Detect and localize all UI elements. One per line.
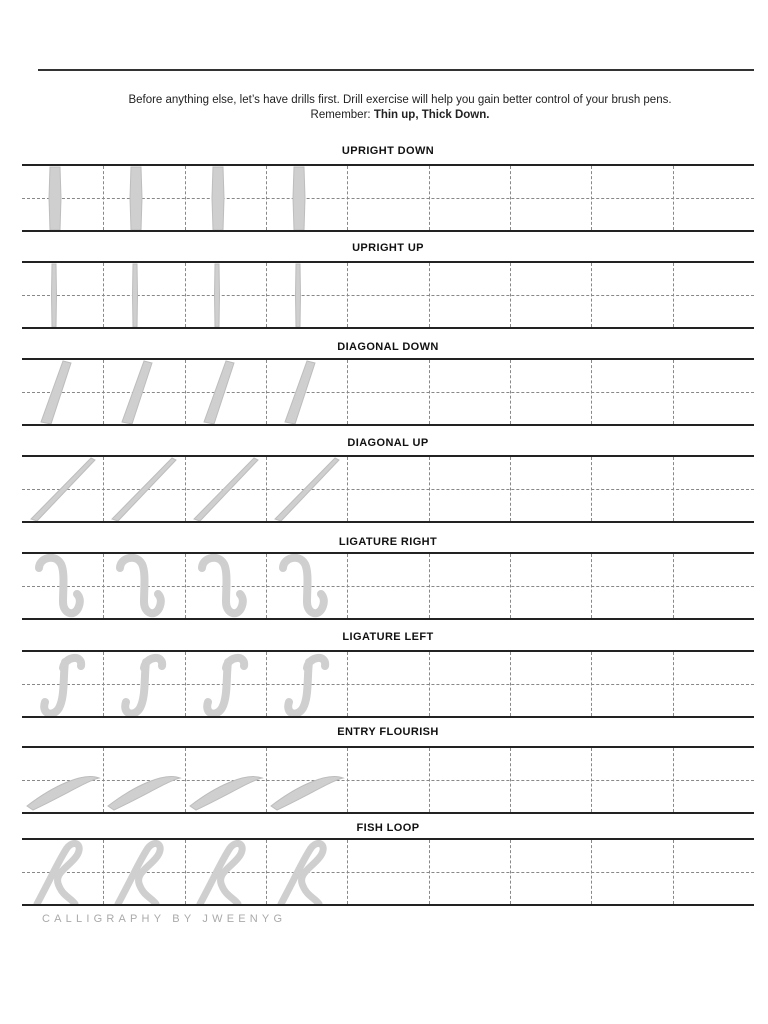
example-stroke-ligature-left xyxy=(23,652,101,716)
grid-column-divider xyxy=(673,748,674,812)
example-stroke-entry-flourish xyxy=(23,748,101,812)
grid-column-divider xyxy=(591,457,592,521)
grid-column-divider xyxy=(591,554,592,618)
example-stroke-upright-up xyxy=(104,263,182,327)
grid-column-divider xyxy=(591,748,592,812)
grid-column-divider xyxy=(673,652,674,716)
grid-line-bottom xyxy=(22,716,754,718)
grid-column-divider xyxy=(591,166,592,230)
grid-line-bottom xyxy=(22,424,754,426)
grid-column-divider xyxy=(429,652,430,716)
grid-column-divider xyxy=(347,263,348,327)
grid-column-divider xyxy=(347,840,348,904)
example-stroke-entry-flourish xyxy=(186,748,264,812)
intro-line-2 xyxy=(20,108,768,123)
example-stroke-diagonal-down xyxy=(267,360,345,424)
practice-grid-upright-down xyxy=(22,164,754,232)
grid-column-divider xyxy=(673,554,674,618)
section-title-upright-down: UPRIGHT DOWN xyxy=(341,145,435,157)
footer-credit: CALLIGRAPHY BY JWEENYG xyxy=(42,913,287,925)
practice-grid-diagonal-down xyxy=(22,358,754,426)
example-stroke-upright-down xyxy=(104,166,182,230)
section-title-diagonal-up: DIAGONAL UP xyxy=(347,437,429,449)
section-title-ligature-left: LIGATURE LEFT xyxy=(342,631,434,643)
example-stroke-upright-down xyxy=(267,166,345,230)
grid-column-divider xyxy=(591,652,592,716)
grid-column-divider xyxy=(347,554,348,618)
example-stroke-diagonal-up xyxy=(186,457,264,521)
example-stroke-upright-up xyxy=(267,263,345,327)
grid-line-bottom xyxy=(22,327,754,329)
grid-column-divider xyxy=(347,166,348,230)
example-stroke-entry-flourish xyxy=(267,748,345,812)
practice-grid-ligature-right xyxy=(22,552,754,620)
practice-grid-upright-up xyxy=(22,261,754,329)
intro-text xyxy=(20,93,768,123)
example-stroke-diagonal-down xyxy=(186,360,264,424)
example-stroke-upright-down xyxy=(23,166,101,230)
grid-column-divider xyxy=(591,840,592,904)
example-stroke-fish-loop xyxy=(186,840,264,904)
example-stroke-upright-up xyxy=(186,263,264,327)
grid-column-divider xyxy=(673,166,674,230)
grid-column-divider xyxy=(429,457,430,521)
intro-line-1: Before anything else, let’s have drills first. Drill exercise will help you gain better control of your brush pens. xyxy=(128,94,672,106)
grid-column-divider xyxy=(347,457,348,521)
grid-column-divider xyxy=(591,263,592,327)
grid-column-divider xyxy=(429,748,430,812)
grid-column-divider xyxy=(347,360,348,424)
grid-line-bottom xyxy=(22,230,754,232)
example-stroke-diagonal-down xyxy=(104,360,182,424)
practice-grid-diagonal-up xyxy=(22,455,754,523)
section-title-ligature-right: LIGATURE RIGHT xyxy=(338,536,438,548)
example-stroke-entry-flourish xyxy=(104,748,182,812)
practice-grid-entry-flourish xyxy=(22,746,754,814)
practice-grid-fish-loop xyxy=(22,838,754,906)
section-title-fish-loop: FISH LOOP xyxy=(356,822,420,834)
grid-column-divider xyxy=(429,263,430,327)
grid-column-divider xyxy=(429,554,430,618)
intro-line-2-bold: Thin up, Thick Down. xyxy=(373,109,490,121)
example-stroke-fish-loop xyxy=(104,840,182,904)
example-stroke-ligature-left xyxy=(186,652,264,716)
grid-column-divider xyxy=(673,263,674,327)
example-stroke-ligature-left xyxy=(267,652,345,716)
top-rule xyxy=(38,69,754,71)
practice-grid-ligature-left xyxy=(22,650,754,718)
example-stroke-diagonal-up xyxy=(23,457,101,521)
example-stroke-diagonal-up xyxy=(104,457,182,521)
grid-column-divider xyxy=(347,652,348,716)
example-stroke-diagonal-up xyxy=(267,457,345,521)
example-stroke-ligature-left xyxy=(104,652,182,716)
section-title-upright-up: UPRIGHT UP xyxy=(352,242,424,254)
grid-line-bottom xyxy=(22,521,754,523)
example-stroke-ligature-right xyxy=(23,554,101,618)
grid-column-divider xyxy=(429,360,430,424)
example-stroke-upright-down xyxy=(186,166,264,230)
example-stroke-ligature-right xyxy=(267,554,345,618)
grid-column-divider xyxy=(510,840,511,904)
grid-column-divider xyxy=(429,840,430,904)
grid-column-divider xyxy=(673,457,674,521)
example-stroke-ligature-right xyxy=(104,554,182,618)
grid-column-divider xyxy=(510,263,511,327)
grid-column-divider xyxy=(510,652,511,716)
intro-line-2-prefix: Remember: xyxy=(310,109,374,121)
grid-column-divider xyxy=(510,554,511,618)
example-stroke-fish-loop xyxy=(267,840,345,904)
grid-column-divider xyxy=(347,748,348,812)
grid-column-divider xyxy=(673,360,674,424)
example-stroke-fish-loop xyxy=(23,840,101,904)
grid-column-divider xyxy=(510,360,511,424)
grid-column-divider xyxy=(510,166,511,230)
grid-line-bottom xyxy=(22,904,754,906)
grid-column-divider xyxy=(510,457,511,521)
grid-column-divider xyxy=(591,360,592,424)
example-stroke-upright-up xyxy=(23,263,101,327)
example-stroke-ligature-right xyxy=(186,554,264,618)
grid-line-bottom xyxy=(22,618,754,620)
grid-line-bottom xyxy=(22,812,754,814)
section-title-entry-flourish: ENTRY FLOURISH xyxy=(337,726,439,738)
grid-column-divider xyxy=(510,748,511,812)
grid-column-divider xyxy=(673,840,674,904)
grid-column-divider xyxy=(429,166,430,230)
example-stroke-diagonal-down xyxy=(23,360,101,424)
section-title-diagonal-down: DIAGONAL DOWN xyxy=(337,341,439,353)
